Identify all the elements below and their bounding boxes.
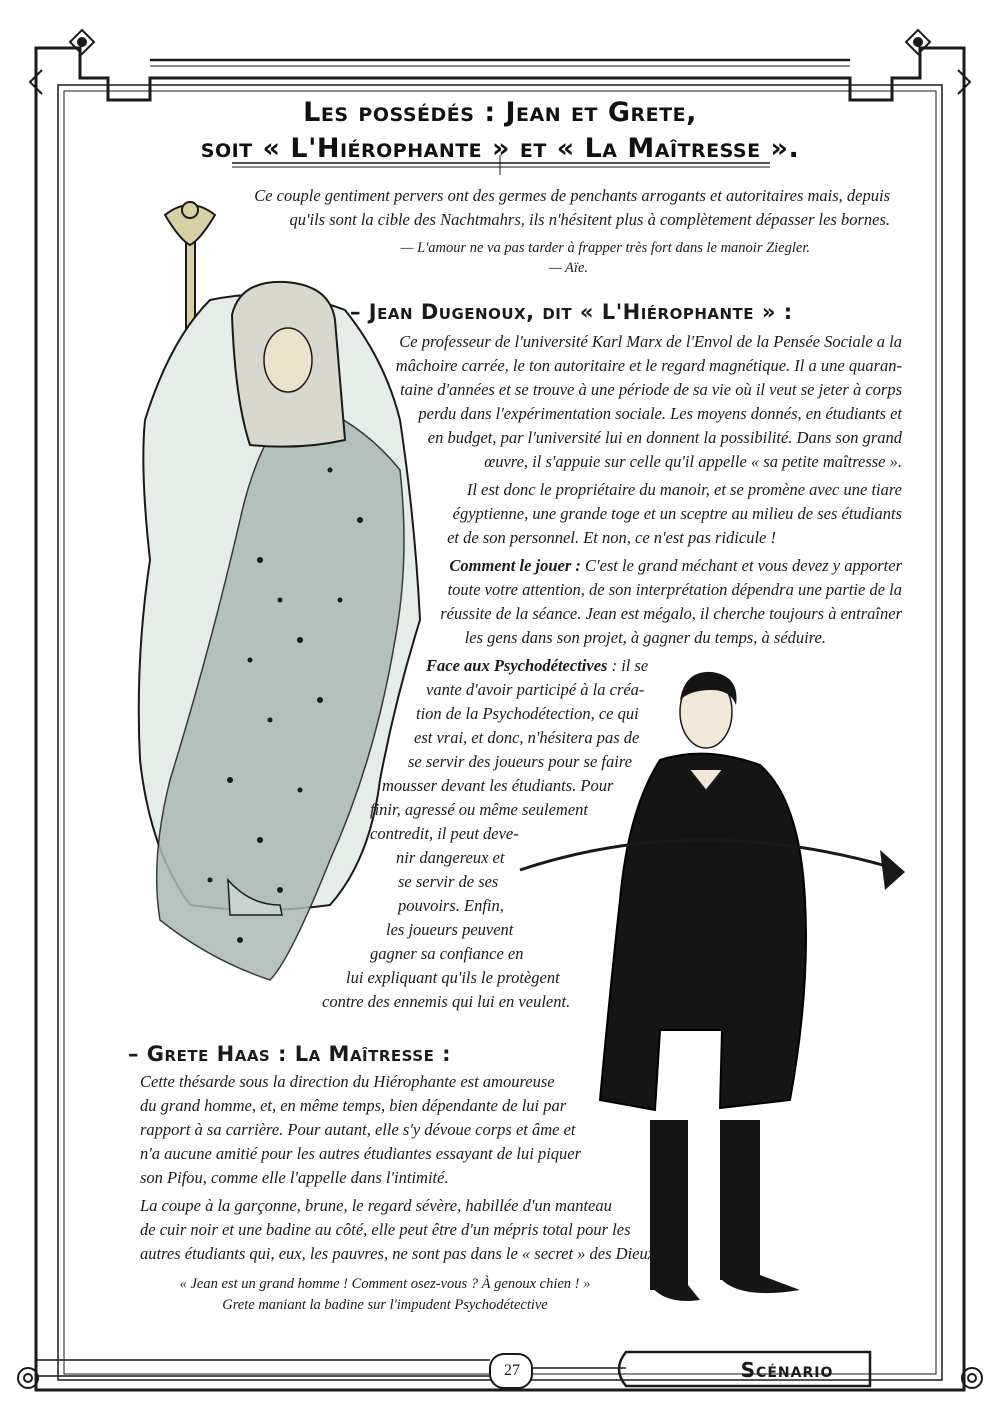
jean-p1-line: mâchoire carrée, le ton autoritaire et le regard magnétique. Il a une quaran- [395, 356, 902, 375]
jean-p2-line: égyptienne, une grande toge et un sceptre au milieu de ses étudiants [452, 504, 902, 523]
grete-p2-line: de cuir noir et une badine au côté, elle peut être d'un mépris total pour les [140, 1220, 631, 1239]
grete-p1-line: rapport à sa carrière. Pour autant, elle s'y dévoue corps et âme et [140, 1120, 576, 1139]
jean-p3-lead: Comment le jouer : [449, 556, 581, 575]
jean-p3-line [449, 554, 902, 578]
grete-caption: Grete maniant la badine sur l'impudent Psychodétective [222, 1297, 548, 1313]
jean-p2-line: et de son personnel. Et non, ce n'est pas ridicule ! [447, 528, 776, 547]
jean-p3-line: toute votre attention, de son interprétation dépendra une partie de la [447, 580, 902, 599]
face [264, 328, 312, 392]
jean-p4-line: contre des ennemis qui lui en veulent. [322, 992, 571, 1011]
title-line-2: soit « L'Hiérophante » et « La Maîtresse ». [200, 133, 800, 164]
grete-p1-line: du grand homme, et, en même temps, bien dépendante de lui par [140, 1096, 567, 1115]
jean-p4-line: les joueurs peuvent [386, 920, 514, 939]
jean-p1-line: perdu dans l'expérimentation sociale. Les moyens donnés, en étudiants et [418, 404, 902, 423]
jean-p4-line: mousser devant les étudiants. Pour [382, 776, 614, 795]
jean-p1-line: en budget, par l'université lui en donnent la possibilité. Dans son grand [427, 428, 902, 447]
jean-p3-first: C'est le grand méchant et vous devez y apporter [580, 556, 902, 575]
jean-p1-line: taine d'années et se trouve à une période de sa vie où il veut se jeter à corps [400, 380, 902, 399]
jean-p4-line: est vrai, et donc, n'hésitera pas de [414, 728, 640, 747]
jean-p3-line: réussite de la séance. Jean est mégalo, il cherche toujours à entraîner [440, 604, 902, 623]
jean-heading: – Jean Dugenoux, dit « L'Hiérophante » : [350, 300, 793, 324]
jean-p4-lead: Face aux Psychodétectives [426, 656, 608, 675]
jean-p4-line: tion de la Psychodétection, ce qui [416, 704, 639, 723]
jean-p4-line: pouvoirs. Enfin, [398, 896, 504, 915]
grete-p1-line: Cette thésarde sous la direction du Hiérophante est amoureuse [140, 1072, 555, 1091]
page-number: 27 [504, 1362, 520, 1379]
jean-p4-line: finir, agressé ou même seulement [370, 800, 588, 819]
jean-p4-line [426, 654, 648, 678]
jean-p2-line: Il est donc le propriétaire du manoir, et se promène avec une tiare [466, 480, 902, 499]
jean-p4-line: vante d'avoir participé à la créa- [426, 680, 645, 699]
intro-quote: — Aïe. [548, 260, 588, 276]
grete-heading: – Grete Haas : La Maîtresse : [128, 1042, 452, 1066]
intro-line: Ce couple gentiment pervers ont des germes de penchants arrogants et autoritaires mais, depuis [254, 186, 890, 205]
jean-p4-line: gagner sa confiance en [370, 944, 524, 963]
jean-p1-line: Ce professeur de l'université Karl Marx de l'Envol de la Pensée Sociale a la [399, 332, 902, 351]
grete-p1-line: n'a aucune amitié pour les autres étudiantes essayant de lui piquer [140, 1144, 582, 1163]
intro-line: qu'ils sont la cible des Nachtmahrs, ils n'hésitent plus à complètement dépasser les bornes. [289, 210, 890, 229]
jean-p1-line: œuvre, il s'appuie sur celle qu'il appelle « sa petite maîtresse ». [484, 452, 902, 471]
leather-coat [600, 754, 806, 1110]
title-line-1: Les possédés : Jean et Grete, [303, 97, 697, 128]
page-title [150, 95, 850, 167]
jean-p4-line: nir dangereux et [396, 848, 505, 867]
jean-p3-line: les gens dans son projet, à gagner du temps, à séduire. [464, 628, 826, 647]
section-label: Scénario [740, 1358, 834, 1382]
jean-p4-line: se servir des joueurs pour se faire [408, 752, 632, 771]
jean-p4-first: : il se [607, 656, 649, 675]
grete-p1-line: son Pifou, comme elle l'appelle dans l'intimité. [140, 1168, 449, 1187]
intro-quote: — L'amour ne va pas tarder à frapper très fort dans le manoir Ziegler. [400, 240, 810, 256]
jean-p4-line: se servir de ses [398, 872, 499, 891]
jean-p4-line: lui expliquant qu'ils le protègent [346, 968, 560, 987]
boot-right [720, 1120, 760, 1280]
jean-p4-line: contredit, il peut deve- [370, 824, 519, 843]
grete-p2-line: autres étudiants qui, eux, les pauvres, ne sont pas dans le « secret » des Dieux. [140, 1244, 660, 1263]
grete-quote: « Jean est un grand homme ! Comment osez-vous ? À genoux chien ! » [179, 1276, 591, 1292]
grete-p2-line: La coupe à la garçonne, brune, le regard sévère, habillée d'un manteau [140, 1196, 612, 1215]
